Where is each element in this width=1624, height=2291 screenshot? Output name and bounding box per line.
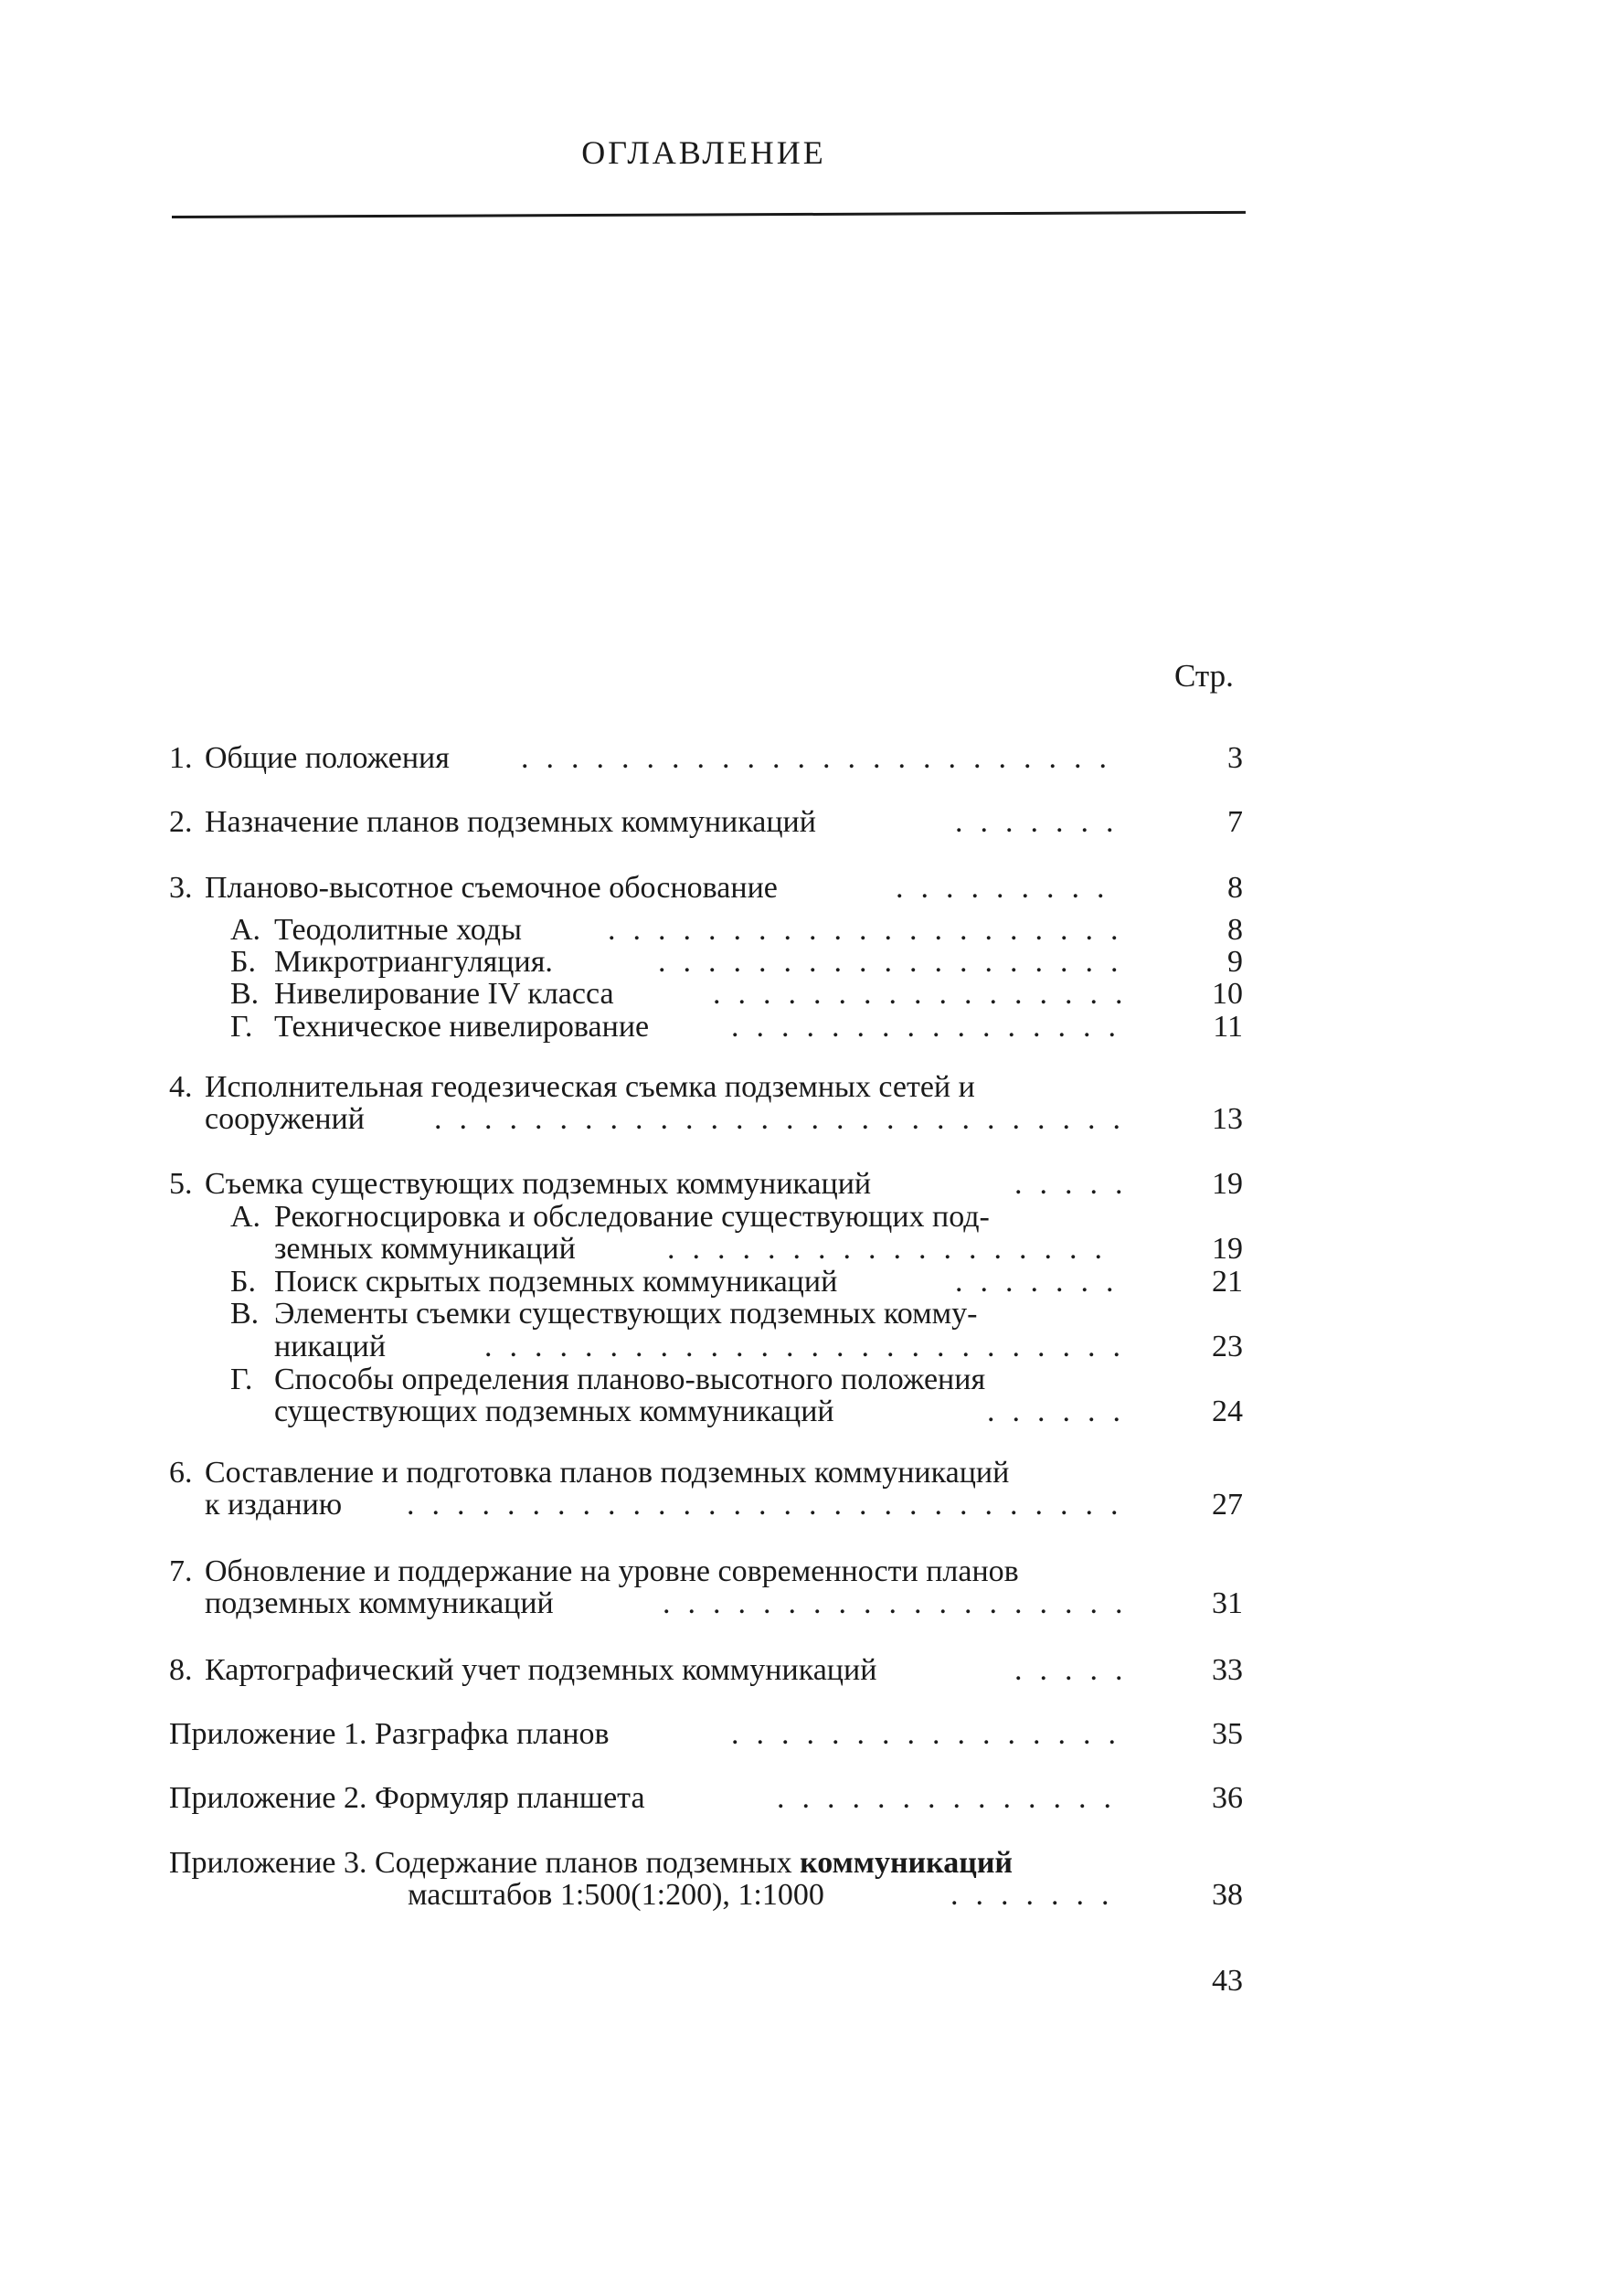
toc-entry-title: Приложение 2. Формуляр планшета xyxy=(169,1781,645,1815)
toc-entry xyxy=(0,740,1161,777)
toc-entry xyxy=(0,1487,1161,1523)
toc-entry-title: масштабов 1:500(1:200), 1:1000 xyxy=(408,1878,824,1912)
toc-entry-number: 5. xyxy=(169,1167,193,1201)
toc-entry-title: Обновление и поддержание на уровне современности планов xyxy=(205,1554,1019,1588)
page-title: ОГЛАВЛЕНИЕ xyxy=(581,134,826,171)
toc-page-number: 9 xyxy=(1227,945,1243,979)
toc-entry xyxy=(0,976,1161,1013)
toc-entry xyxy=(0,1780,1161,1817)
leader-dots: ....... xyxy=(955,1265,1131,1299)
title-rule xyxy=(172,211,1246,218)
toc-entry-title: Элементы съемки существующих подземных комму- xyxy=(274,1297,978,1331)
toc-entry-number: А. xyxy=(230,913,261,947)
toc-entry-number: Г. xyxy=(230,1363,253,1396)
toc-entry xyxy=(0,1455,1161,1491)
toc-entry xyxy=(0,1652,1161,1689)
leader-dots: ...... xyxy=(987,1395,1138,1428)
toc-entry-title: Общие положения xyxy=(205,741,450,775)
leader-dots: ....... xyxy=(955,805,1131,839)
toc-entry xyxy=(0,1009,1161,1045)
toc-entry xyxy=(0,1716,1161,1753)
toc-entry xyxy=(0,912,1161,949)
toc-page-number: 7 xyxy=(1227,805,1243,839)
toc-entry-title: Техническое нивелирование xyxy=(274,1010,650,1044)
toc-entry-number: Б. xyxy=(230,945,257,979)
toc-entry-number: 1. xyxy=(169,741,193,775)
leader-dots: ................. xyxy=(713,977,1141,1011)
toc-entry-number: 4. xyxy=(169,1070,193,1104)
toc-entry-title: Планово-высотное съемочное обоснование xyxy=(205,871,778,905)
toc-entry-title: Микротриангуляция. xyxy=(274,945,553,979)
toc-entry-title: Приложение 3. Содержание планов подземных коммуникаций xyxy=(169,1846,1013,1880)
toc-entry-number: Г. xyxy=(230,1010,253,1044)
leader-dots: ..... xyxy=(1014,1167,1141,1201)
toc-entry xyxy=(0,1296,1161,1332)
toc-entry xyxy=(0,1586,1161,1622)
toc-entry-number: 7. xyxy=(169,1554,193,1588)
leader-dots: ................ xyxy=(731,1717,1133,1751)
leader-dots: ....... xyxy=(950,1878,1127,1912)
toc-entry xyxy=(0,1264,1161,1300)
toc-entry xyxy=(0,1877,1161,1914)
toc-entry-title: Назначение планов подземных коммуникаций xyxy=(205,805,816,839)
leader-dots: ..... xyxy=(1014,1653,1141,1687)
toc-page-number: 36 xyxy=(1212,1781,1243,1815)
toc-entry-title: никаций xyxy=(274,1330,387,1363)
toc-entry-number: А. xyxy=(230,1200,261,1234)
toc-entry-number: Б. xyxy=(230,1265,257,1299)
leader-dots: ................... xyxy=(658,945,1136,979)
toc-page-number: 33 xyxy=(1212,1653,1243,1687)
toc-entry-number: 3. xyxy=(169,871,193,905)
toc-page-number: 23 xyxy=(1212,1330,1243,1363)
leader-dots: ............................ xyxy=(434,1102,1138,1136)
leader-dots: .................. xyxy=(667,1232,1120,1266)
toc-entry-title: Исполнительная геодезическая съемка подземных сетей и xyxy=(205,1070,975,1104)
toc-entry-title: Теодолитные ходы xyxy=(274,913,522,947)
leader-dots: ........................ xyxy=(521,741,1124,775)
toc-entry-title: существующих подземных коммуникаций xyxy=(274,1395,834,1428)
toc-entry-title: земных коммуникаций xyxy=(274,1232,576,1266)
toc-page-number: 8 xyxy=(1227,913,1243,947)
leader-dots: ..................... xyxy=(608,913,1136,947)
final-page-number: 43 xyxy=(1212,1964,1243,1998)
toc-entry xyxy=(0,1394,1161,1430)
toc-entry-title: подземных коммуникаций xyxy=(205,1586,554,1620)
toc-entry xyxy=(0,870,1161,907)
toc-entry xyxy=(0,1199,1161,1236)
toc-entry-title: Приложение 1. Разграфка планов xyxy=(169,1717,610,1751)
toc-entry-title: Способы определения планово-высотного положения xyxy=(274,1363,986,1396)
toc-page-number: 3 xyxy=(1227,741,1243,775)
toc-entry-number: В. xyxy=(230,977,260,1011)
leader-dots: ................ xyxy=(731,1010,1133,1044)
leader-dots: ............................. xyxy=(407,1488,1136,1522)
toc-page-number: 27 xyxy=(1212,1488,1243,1522)
page-column-label: Стр. xyxy=(1174,658,1234,694)
toc-page-number: 35 xyxy=(1212,1717,1243,1751)
toc-entry xyxy=(0,804,1161,841)
toc-entry xyxy=(0,1362,1161,1398)
toc-entry xyxy=(0,944,1161,981)
toc-entry-number: В. xyxy=(230,1297,260,1331)
toc-entry-title: Поиск скрытых подземных коммуникаций xyxy=(274,1265,838,1299)
leader-dots: .......................... xyxy=(484,1330,1138,1363)
toc-page-number: 21 xyxy=(1212,1265,1243,1299)
toc-page-number: 8 xyxy=(1227,871,1243,905)
toc-entry-number: 6. xyxy=(169,1456,193,1490)
leader-dots: .............. xyxy=(777,1781,1129,1815)
toc-entry-number: 8. xyxy=(169,1653,193,1687)
leader-dots: ......... xyxy=(896,871,1122,905)
toc-page-number: 31 xyxy=(1212,1586,1243,1620)
toc-entry-title: Рекогносцировка и обследование существующих под- xyxy=(274,1200,990,1234)
toc-entry-title: сооружений xyxy=(205,1102,365,1136)
toc-entry xyxy=(0,1101,1161,1138)
toc-entry-title: Составление и подготовка планов подземных коммуникаций xyxy=(205,1456,1010,1490)
toc-page-number: 24 xyxy=(1212,1395,1243,1428)
toc-entry-bold-word: коммуникаций xyxy=(791,1846,1013,1880)
toc-entry-title: Картографический учет подземных коммуникаций xyxy=(205,1653,877,1687)
toc-entry xyxy=(0,1069,1161,1106)
toc-entry-number: 2. xyxy=(169,805,193,839)
toc-entry xyxy=(0,1231,1161,1267)
leader-dots: ................... xyxy=(663,1586,1141,1620)
toc-page-number: 10 xyxy=(1212,977,1243,1011)
toc-page-number: 19 xyxy=(1212,1232,1243,1266)
toc-entry-title: к изданию xyxy=(205,1488,343,1522)
toc-entry xyxy=(0,1329,1161,1365)
toc-page-number: 11 xyxy=(1213,1010,1243,1044)
toc-page-number: 19 xyxy=(1212,1167,1243,1201)
toc-entry xyxy=(0,1554,1161,1590)
toc-entry xyxy=(0,1845,1161,1882)
toc-entry-title: Нивелирование IV класса xyxy=(274,977,614,1011)
toc-entry-title: Съемка существующих подземных коммуникаций xyxy=(205,1167,872,1201)
toc-page-number: 38 xyxy=(1212,1878,1243,1912)
toc-page-number: 13 xyxy=(1212,1102,1243,1136)
toc-entry xyxy=(0,1166,1161,1203)
